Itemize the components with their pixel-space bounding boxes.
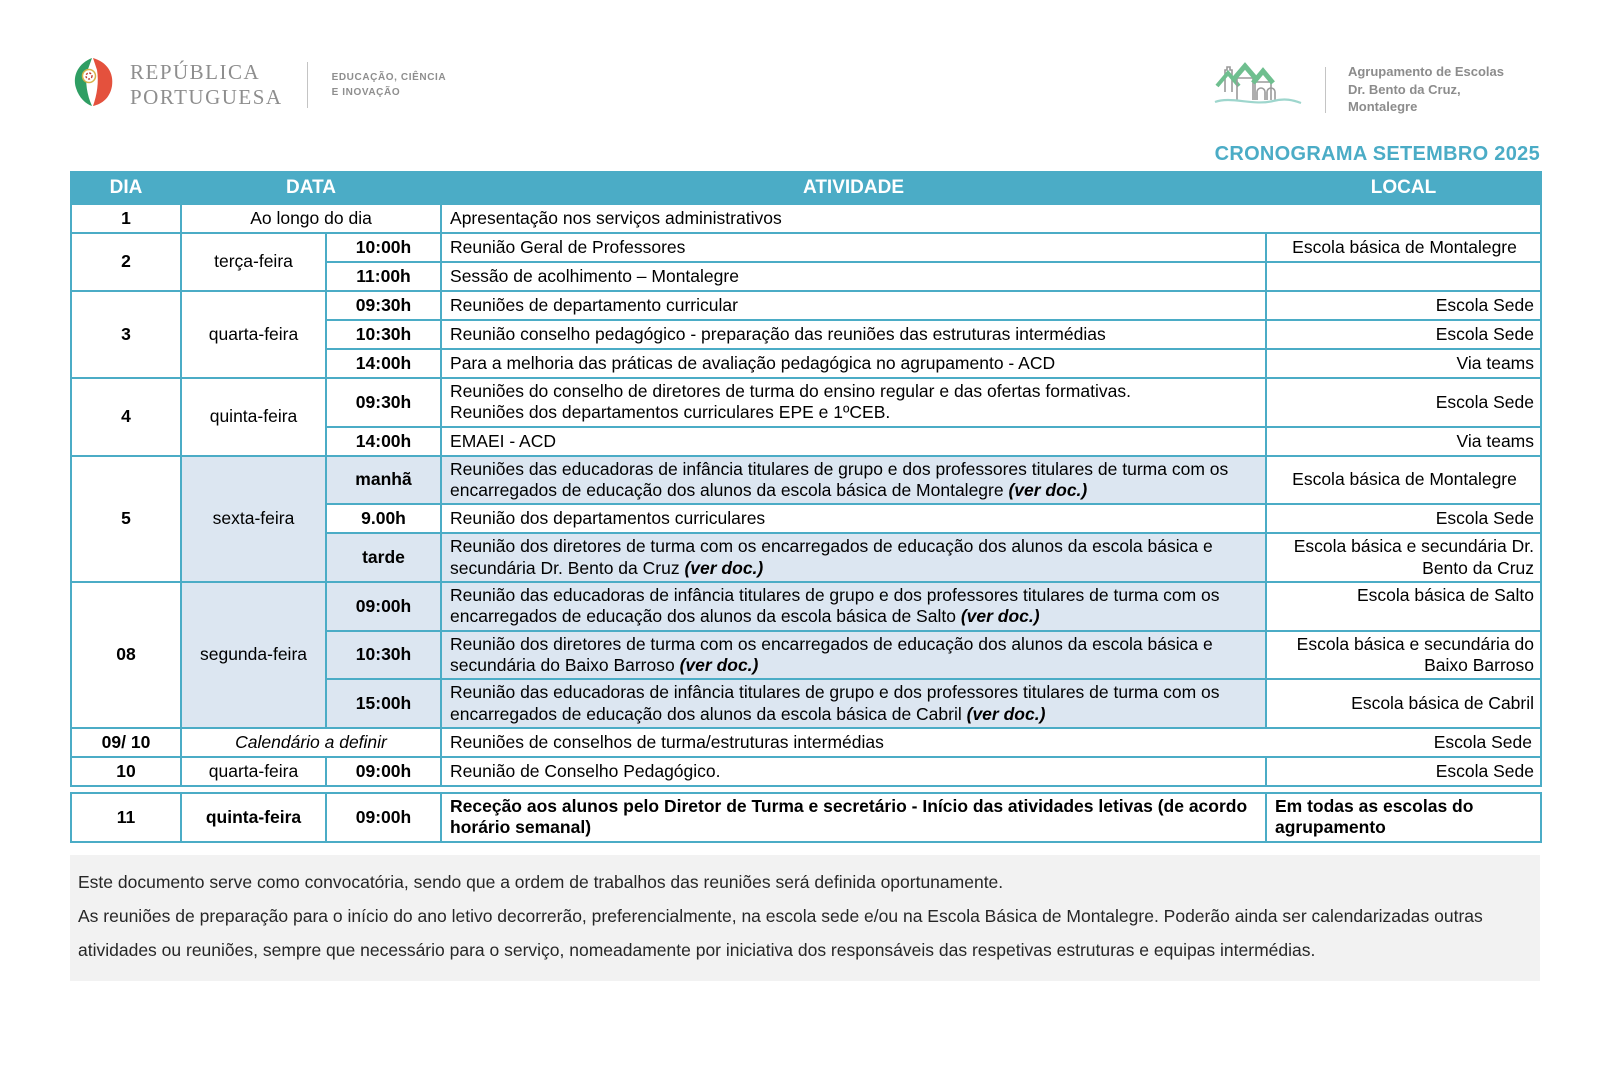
table-row (71, 378, 1541, 427)
activity-text: Receção aos alunos pelo Diretor de Turma e secretário - Início das atividades letivas (de acordo horário semanal) (450, 796, 1248, 838)
cell-time: 11:00h (326, 262, 441, 291)
gov-logo-name: REPÚBLICA PORTUGUESA (130, 60, 283, 109)
table-row (71, 582, 1541, 631)
cell-date: quinta-feira (181, 378, 326, 456)
cell-time: 14:00h (326, 349, 441, 378)
cell-time: manhã (326, 456, 441, 505)
cell-local: Escola Sede (1266, 291, 1541, 320)
cell-activity (441, 349, 1266, 378)
cell-date: sexta-feira (181, 456, 326, 582)
cell-time: 15:00h (326, 679, 441, 728)
table-row (71, 456, 1541, 505)
cell-date: Ao longo do dia (181, 204, 441, 233)
activity-text: Para a melhoria das práticas de avaliação pedagógica no agrupamento - ACD (450, 352, 1056, 373)
activity-text: Reunião dos departamentos curriculares (450, 508, 766, 529)
footer-note-1: Este documento serve como convocatória, sendo que a ordem de trabalhos das reuniões será definida oportunamente. (78, 871, 1004, 892)
activity-text: Reunião conselho pedagógico - preparação das reuniões das estruturas intermédias (450, 323, 1106, 344)
cell-activity (441, 504, 1266, 533)
merged-activity-local (450, 732, 1532, 753)
header-bar (0, 0, 1600, 123)
activity-text: Reuniões do conselho de diretores de turma do ensino regular e das ofertas formativas. (450, 381, 1131, 401)
gov-logo-department: EDUCAÇÃO, CIÊNCIA E INOVAÇÃO (331, 71, 447, 98)
cell-local: Escola básica de Cabril (1266, 679, 1541, 728)
cell-local: Escola básica de Salto (1266, 582, 1541, 631)
table-row (71, 793, 1541, 842)
activity-text: Apresentação nos serviços administrativos (450, 207, 782, 228)
cell-time: 09:00h (326, 582, 441, 631)
cell-local: Escola Sede (1266, 504, 1541, 533)
cell-activity (441, 728, 1541, 757)
ver-doc-note: (ver doc.) (684, 557, 764, 578)
logo-divider (1325, 67, 1326, 113)
activity-text: Reuniões das educadoras de infância titulares de grupo e dos professores titulares de turma com os encarregados de educação dos alunos da escola básica de Montalegre (ver doc.) (450, 458, 1229, 501)
cell-time: 10:00h (326, 233, 441, 262)
cell-time: 10:30h (326, 320, 441, 349)
column-header-atividade: ATIVIDADE (441, 172, 1266, 204)
cell-activity (441, 679, 1266, 728)
activity-text: Reuniões de departamento curricular (450, 294, 738, 315)
schedule-table-last-row (70, 792, 1542, 843)
cell-day: 1 (71, 204, 181, 233)
cell-time: 9.00h (326, 504, 441, 533)
cell-day: 5 (71, 456, 181, 582)
cell-activity (441, 757, 1266, 786)
cell-local: Escola Sede (1266, 320, 1541, 349)
cell-day: 4 (71, 378, 181, 456)
cell-date: quarta-feira (181, 757, 326, 786)
cell-local: Escola Sede (1266, 757, 1541, 786)
cell-date: quarta-feira (181, 291, 326, 378)
cell-local: Em todas as escolas do agrupamento (1266, 793, 1541, 842)
cell-activity (441, 233, 1266, 262)
cell-activity (441, 456, 1266, 505)
column-header-dia: DIA (71, 172, 181, 204)
school-logo (1213, 56, 1504, 123)
cell-activity (441, 291, 1266, 320)
cell-time: 14:00h (326, 427, 441, 456)
schedule-table (70, 171, 1542, 787)
cell-date: Calendário a definir (181, 728, 441, 757)
cell-activity (441, 582, 1266, 631)
cell-activity (441, 378, 1266, 427)
activity-text: Sessão de acolhimento – Montalegre (450, 265, 739, 286)
cell-activity (441, 533, 1266, 582)
table-row (71, 233, 1541, 262)
logo-divider (307, 62, 308, 108)
cell-day: 09/ 10 (71, 728, 181, 757)
cell-local: Escola básica e secundária Dr. Bento da Cruz (1266, 533, 1541, 582)
cell-local (1266, 262, 1541, 291)
local-text: Escola Sede (1433, 731, 1533, 752)
school-logo-name: Agrupamento de Escolas Dr. Bento da Cruz, Montalegre (1347, 64, 1504, 115)
cell-local: Via teams (1266, 427, 1541, 456)
footer-notes (70, 855, 1540, 981)
cell-activity (441, 262, 1266, 291)
activity-text: Reunião dos diretores de turma com os encarregados de educação dos alunos da escola básica e secundária Dr. Bento da Cruz (ver doc.) (450, 536, 1213, 578)
activity-text: Reunião das educadoras de infância titulares de grupo e dos professores titulares de turma com os encarregados de educação dos alunos da escola básica de Cabril (ver doc.) (450, 682, 1220, 724)
table-row (71, 757, 1541, 786)
activity-text: Reuniões dos departamentos curriculares EPE e 1ºCEB. (450, 402, 891, 423)
cell-time: 09:30h (326, 291, 441, 320)
republica-portuguesa-logo (70, 56, 446, 113)
cell-local: Via teams (1266, 349, 1541, 378)
cell-local: Escola básica de Montalegre (1266, 233, 1541, 262)
cell-day: 2 (71, 233, 181, 291)
cell-time: 09:30h (326, 378, 441, 427)
cell-local: Escola Sede (1266, 378, 1541, 427)
cell-activity (441, 427, 1266, 456)
cell-time: 09:00h (326, 793, 441, 842)
cell-day: 11 (71, 793, 181, 842)
cell-time: 10:30h (326, 631, 441, 680)
cell-activity (441, 793, 1266, 842)
cell-day: 08 (71, 582, 181, 728)
ver-doc-note: (ver doc.) (679, 655, 759, 676)
cell-day: 3 (71, 291, 181, 378)
ver-doc-note: (ver doc.) (1008, 480, 1088, 501)
cell-day: 10 (71, 757, 181, 786)
cell-local: Escola básica de Montalegre (1266, 456, 1541, 505)
cell-date: quinta-feira (181, 793, 326, 842)
footer-note-2: As reuniões de preparação para o início do ano letivo decorrerão, preferencialmente, na escola sede e/ou na Escola Básica de Montalegre. Poderão ainda ser calendarizadas outras atividades ou reuniões, sempre que necessário para o serviço, nomeadamente por iniciativa dos responsáveis das respetivas estruturas e equipas intermédias. (78, 905, 1483, 961)
column-header-local: LOCAL (1266, 172, 1541, 204)
ver-doc-note: (ver doc.) (966, 703, 1046, 724)
table-row (71, 728, 1541, 757)
activity-text: EMAEI - ACD (450, 430, 557, 451)
activity-text: Reunião das educadoras de infância titulares de grupo e dos professores titulares de turma com os encarregados de educação dos alunos da escola básica de Salto (ver doc.) (450, 585, 1220, 627)
activity-text: Reunião de Conselho Pedagógico. (450, 760, 721, 781)
page-title: CRONOGRAMA SETEMBRO 2025 (1214, 143, 1540, 165)
activity-text: Reunião Geral de Professores (450, 236, 686, 257)
activity-text: Reunião dos diretores de turma com os encarregados de educação dos alunos da escola básica e secundária do Baixo Barroso (ver doc.) (450, 633, 1213, 676)
cell-date: segunda-feira (181, 582, 326, 728)
merged-activity-local (450, 208, 1532, 229)
cell-date: terça-feira (181, 233, 326, 291)
cell-time: tarde (326, 533, 441, 582)
village-sketch-icon (1213, 56, 1303, 123)
cell-time: 09:00h (326, 757, 441, 786)
cell-activity (441, 631, 1266, 680)
cell-activity (441, 320, 1266, 349)
table-header-row (71, 172, 1541, 204)
table-row (71, 204, 1541, 233)
ver-doc-note: (ver doc.) (960, 606, 1040, 627)
table-row (71, 291, 1541, 320)
portugal-flag-icon (70, 56, 116, 113)
cell-local: Escola básica e secundária do Baixo Barroso (1266, 631, 1541, 680)
column-header-data: DATA (181, 172, 441, 204)
cell-activity (441, 204, 1541, 233)
activity-text: Reuniões de conselhos de turma/estruturas intermédias (450, 731, 884, 752)
